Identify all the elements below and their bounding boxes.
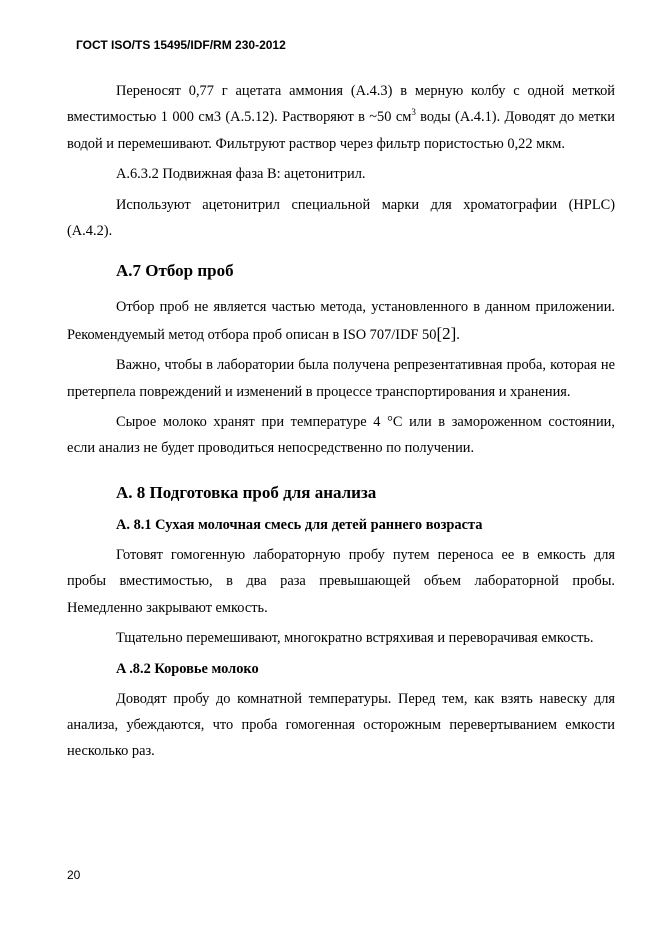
paragraph-ammonium-acetate	[67, 78, 615, 157]
subsection-heading-a82: A .8.2 Коровье молоко	[116, 660, 259, 677]
page-number: 20	[67, 868, 81, 882]
paragraph-text: Переносят 0,77 г ацетата аммония (A.4.3) в мерную колбу с одной меткой вместимостью 1 000 см3 (A.5.12). Растворяют в ~50 см	[67, 83, 615, 126]
paragraph-raw-milk: Сырое молоко хранят при температуре 4 °С или в замороженном состоянии, если анализ не будет проводиться непосредственно по получении.	[67, 414, 615, 457]
subsection-heading-a81: A. 8.1 Сухая молочная смесь для детей раннего возраста	[116, 516, 483, 533]
paragraph-mixing: Тщательно перемешивают, многократно встряхивая и переворачивая емкость.	[116, 630, 594, 647]
section-heading-a8: A. 8 Подготовка проб для анализа	[116, 482, 377, 502]
paragraph-sampling	[67, 294, 615, 348]
paragraph-text: воды (A.4.1). Доводят до метки водой и перемешивают. Фильтруют раствор через фильтр пористостью 0,22 мкм.	[67, 109, 616, 152]
document-body	[67, 78, 615, 765]
paragraph-text: Отбор проб не является частью метода, установленного в данном приложении. Рекомендуемый метод отбора проб описан в ISO 707/IDF 50	[67, 299, 615, 343]
paragraph-homogeneous-sample: Готовят гомогенную лабораторную пробу путем переноса ее в емкость для пробы вместимостью, в два раза превышающей объем лабораторной пробы. Немедленно закрывают емкость.	[67, 546, 615, 616]
paragraph-mobile-phase-b: A.6.3.2 Подвижная фаза B: ацетонитрил.	[116, 166, 366, 183]
superscript: 3	[411, 107, 416, 118]
paragraph-room-temperature: Доводят пробу до комнатной температуры. Перед тем, как взять навеску для анализа, убеждаются, что проба гомогенная осторожным перевертыванием емкости несколько раз.	[67, 690, 615, 760]
paragraph-representative-sample: Важно, чтобы в лаборатории была получена репрезентативная проба, которая не претерпела повреждений и изменений в процессе транспортирования и хранения.	[67, 357, 615, 400]
reference-link: [2]	[436, 323, 457, 343]
document-header: ГОСТ ISO/TS 15495/IDF/RM 230-2012	[76, 38, 286, 52]
paragraph-acetonitrile: Используют ацетонитрил специальной марки для хроматографии (HPLC) (A.4.2).	[67, 196, 615, 240]
section-heading-a7: A.7 Отбор проб	[116, 261, 234, 281]
paragraph-text: .	[456, 326, 460, 343]
